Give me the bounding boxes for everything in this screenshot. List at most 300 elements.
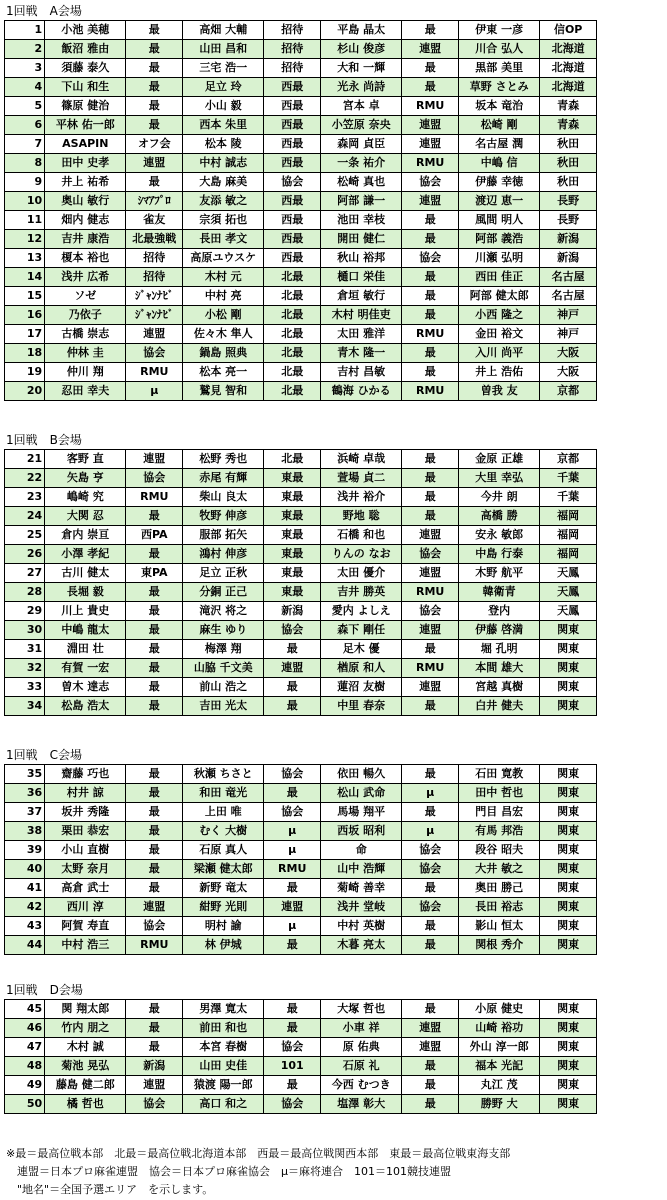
affiliation: 最 [126,1019,183,1038]
player-name: 風間 明人 [459,211,540,230]
player-name: 赤尾 有輝 [183,469,264,488]
player-name: 野地 聡 [321,507,402,526]
player-name: 堀 孔明 [459,640,540,659]
affiliation: 協会 [402,602,459,621]
player-name: 西田 佳正 [459,268,540,287]
player-name: 分銅 正己 [183,583,264,602]
table-row [5,1038,597,1057]
affiliation: 北最 [264,450,321,469]
player-name: 太野 奈月 [45,860,126,879]
player-name: 坂本 竜治 [459,97,540,116]
player-name: 伊東 一彦 [459,21,540,40]
affiliation: 最 [402,450,459,469]
player-name: 福本 光記 [459,1057,540,1076]
affiliation: μ [264,917,321,936]
player-name: 依田 暢久 [321,765,402,784]
player-name: 篠原 健治 [45,97,126,116]
qualifying-area: 北海道 [540,59,597,78]
player-name: 橘 哲也 [45,1095,126,1114]
table-no: 29 [5,602,45,621]
player-name: 白井 健夫 [459,697,540,716]
table-no: 16 [5,306,45,325]
player-name: 仲川 翔 [45,363,126,382]
table-no: 4 [5,78,45,97]
table-row [5,879,597,898]
affiliation: 連盟 [264,898,321,917]
player-name: 渡辺 恵一 [459,192,540,211]
affiliation: 最 [402,697,459,716]
qualifying-area: 秋田 [540,154,597,173]
player-name: 小車 祥 [321,1019,402,1038]
venue-table [4,449,597,716]
affiliation: 最 [126,583,183,602]
player-name: 麻生 ゆり [183,621,264,640]
affiliation: 最 [126,59,183,78]
player-name: 山中 浩輝 [321,860,402,879]
qualifying-area: 関東 [540,879,597,898]
player-name: 高口 和之 [183,1095,264,1114]
affiliation: 連盟 [402,526,459,545]
table-row [5,784,597,803]
player-name: 矢島 亨 [45,469,126,488]
table-no: 24 [5,507,45,526]
player-name: 門目 昌宏 [459,803,540,822]
table-row [5,1000,597,1019]
player-name: 中里 春奈 [321,697,402,716]
player-name: 林 伊城 [183,936,264,955]
affiliation: 招待 [126,249,183,268]
qualifying-area: 福岡 [540,545,597,564]
qualifying-area: 大阪 [540,344,597,363]
table-no: 32 [5,659,45,678]
qualifying-area: 新潟 [540,230,597,249]
table-row [5,621,597,640]
table-no: 22 [5,469,45,488]
qualifying-area: 北海道 [540,78,597,97]
player-name: 小澤 孝紀 [45,545,126,564]
affiliation: RMU [264,860,321,879]
player-name: 楢原 和人 [321,659,402,678]
table-row [5,1057,597,1076]
qualifying-area: 千葉 [540,488,597,507]
player-name: 滝沢 将之 [183,602,264,621]
player-name: 中島 行泰 [459,545,540,564]
player-name: 紺野 光則 [183,898,264,917]
player-name: 榎本 裕也 [45,249,126,268]
player-name: 奥田 勝己 [459,879,540,898]
player-name: ASAPIN [45,135,126,154]
table-no: 34 [5,697,45,716]
qualifying-area: 名古屋 [540,287,597,306]
player-name: 高橋 勝 [459,507,540,526]
affiliation: 最 [264,640,321,659]
player-name: 柴山 良太 [183,488,264,507]
affiliation: 新潟 [126,1057,183,1076]
player-name: 宗須 拓也 [183,211,264,230]
qualifying-area: 関東 [540,1000,597,1019]
affiliation: 東最 [264,469,321,488]
player-name: 石橋 和也 [321,526,402,545]
affiliation: 招待 [126,268,183,287]
player-name: 下山 和生 [45,78,126,97]
affiliation: 協会 [402,898,459,917]
player-name: 長田 裕志 [459,898,540,917]
player-name: 関 翔太郎 [45,1000,126,1019]
player-name: 三宅 浩一 [183,59,264,78]
table-no: 11 [5,211,45,230]
qualifying-area: 北海道 [540,40,597,59]
table-no: 42 [5,898,45,917]
affiliation: 連盟 [126,898,183,917]
player-name: 嶋崎 究 [45,488,126,507]
player-name: 森下 剛任 [321,621,402,640]
player-name: 曽木 達志 [45,678,126,697]
table-row [5,21,597,40]
table-no: 7 [5,135,45,154]
player-name: 前山 浩之 [183,678,264,697]
player-name: 新野 竜太 [183,879,264,898]
affiliation: 連盟 [402,1038,459,1057]
table-row [5,917,597,936]
affiliation: 最 [402,469,459,488]
qualifying-area: 関東 [540,898,597,917]
affiliation: 東PA [126,564,183,583]
qualifying-area: 天鳳 [540,583,597,602]
player-name: 飯沼 雅由 [45,40,126,59]
player-name: 宮越 真樹 [459,678,540,697]
table-row [5,936,597,955]
affiliation: 最 [402,306,459,325]
table-row [5,640,597,659]
table-row [5,765,597,784]
affiliation: 最 [402,78,459,97]
player-name: 高畑 大輔 [183,21,264,40]
affiliation: 北最 [264,306,321,325]
table-no: 6 [5,116,45,135]
table-row [5,306,597,325]
affiliation: 最 [126,97,183,116]
affiliation: 最 [264,784,321,803]
player-name: 西川 淳 [45,898,126,917]
table-no: 35 [5,765,45,784]
player-name: 山田 史佳 [183,1057,264,1076]
affiliation: 最 [126,822,183,841]
affiliation: 東最 [264,545,321,564]
player-name: 本宮 春樹 [183,1038,264,1057]
player-name: 高倉 武士 [45,879,126,898]
table-no: 41 [5,879,45,898]
affiliation: 東最 [264,488,321,507]
affiliation: 最 [264,1019,321,1038]
player-name: 浅井 広希 [45,268,126,287]
affiliation: μ [126,382,183,401]
player-name: むく 大樹 [183,822,264,841]
table-row [5,363,597,382]
player-name: 中嶋 龍太 [45,621,126,640]
affiliation: 最 [126,116,183,135]
qualifying-area: 関東 [540,841,597,860]
table-row [5,545,597,564]
affiliation: 協会 [402,249,459,268]
affiliation: 北最 [264,268,321,287]
player-name: 太田 優介 [321,564,402,583]
table-row [5,507,597,526]
player-name: 小山 毅 [183,97,264,116]
player-name: 佐々木 隼人 [183,325,264,344]
table-no: 10 [5,192,45,211]
affiliation: 最 [126,507,183,526]
table-no: 19 [5,363,45,382]
player-name: 井上 祐希 [45,173,126,192]
player-name: 有馬 邦浩 [459,822,540,841]
affiliation: RMU [126,936,183,955]
player-name: 井上 浩佑 [459,363,540,382]
affiliation: 最 [126,40,183,59]
player-name: 倉垣 敏行 [321,287,402,306]
player-name: 村井 諒 [45,784,126,803]
player-name: 吉井 勝英 [321,583,402,602]
affiliation: RMU [126,488,183,507]
qualifying-area: 関東 [540,784,597,803]
qualifying-area: 京都 [540,450,597,469]
affiliation: 最 [264,1000,321,1019]
affiliation: μ [402,822,459,841]
affiliation: オフ会 [126,135,183,154]
affiliation: 最 [402,936,459,955]
affiliation: 最 [126,21,183,40]
player-name: りんの なお [321,545,402,564]
table-no: 2 [5,40,45,59]
player-name: 大和 一輝 [321,59,402,78]
affiliation: 最 [402,1095,459,1114]
player-name: 黒部 美里 [459,59,540,78]
player-name: 吉田 光太 [183,697,264,716]
affiliation: 西最 [264,192,321,211]
affiliation: 最 [126,765,183,784]
player-name: 松野 秀也 [183,450,264,469]
venue-title: 1回戦 C会場 [6,748,83,762]
player-name: 吉井 康浩 [45,230,126,249]
player-name: 平林 佑一郎 [45,116,126,135]
player-name: 秋瀬 ちさと [183,765,264,784]
table-row [5,192,597,211]
affiliation: 最 [126,621,183,640]
player-name: 大塚 哲也 [321,1000,402,1019]
player-name: 小原 健史 [459,1000,540,1019]
affiliation: 最 [402,1000,459,1019]
table-no: 33 [5,678,45,697]
player-name: 曽我 友 [459,382,540,401]
qualifying-area: 関東 [540,1095,597,1114]
affiliation: 協会 [126,1095,183,1114]
table-row [5,450,597,469]
player-name: 足木 優 [321,640,402,659]
affiliation: 最 [126,678,183,697]
player-name: 足立 玲 [183,78,264,97]
table-row [5,97,597,116]
affiliation: RMU [402,382,459,401]
affiliation: RMU [402,325,459,344]
affiliation: 西PA [126,526,183,545]
player-name: 阿賀 寿直 [45,917,126,936]
player-name: 青木 隆一 [321,344,402,363]
player-name: 段谷 昭夫 [459,841,540,860]
player-name: 小山 直樹 [45,841,126,860]
affiliation: 最 [402,363,459,382]
player-name: 鷲見 智和 [183,382,264,401]
player-name: 勝野 大 [459,1095,540,1114]
affiliation: 最 [402,640,459,659]
table-no: 28 [5,583,45,602]
player-name: 木村 誠 [45,1038,126,1057]
player-name: 齋藤 巧也 [45,765,126,784]
player-name: 浜崎 卓哉 [321,450,402,469]
player-name: 中村 亮 [183,287,264,306]
affiliation: 連盟 [402,40,459,59]
player-name: 秋山 裕邦 [321,249,402,268]
player-name: 小池 美穂 [45,21,126,40]
player-name: 竹内 朋之 [45,1019,126,1038]
affiliation: 北最強戦 [126,230,183,249]
affiliation: 最 [126,697,183,716]
player-name: 入川 尚平 [459,344,540,363]
player-name: 鴻村 伸彦 [183,545,264,564]
player-name: 淵田 壮 [45,640,126,659]
player-name: 菊崎 善幸 [321,879,402,898]
player-name: 平島 晶太 [321,21,402,40]
table-row [5,287,597,306]
affiliation: 最 [126,803,183,822]
affiliation: 最 [402,344,459,363]
table-no: 13 [5,249,45,268]
player-name: 古橋 崇志 [45,325,126,344]
player-name: 今西 むつき [321,1076,402,1095]
table-no: 21 [5,450,45,469]
player-name: 栗田 恭宏 [45,822,126,841]
affiliation: 協会 [264,1038,321,1057]
qualifying-area: 長野 [540,192,597,211]
affiliation: 連盟 [402,135,459,154]
legend-line: 連盟＝日本プロ麻雀連盟 協会＝日本プロ麻雀協会 μ＝麻将連合 101＝101競技連盟 [6,1165,451,1178]
table-no: 38 [5,822,45,841]
venue-title: 1回戦 D会場 [6,983,83,997]
affiliation: RMU [402,583,459,602]
affiliation: 最 [126,879,183,898]
table-no: 48 [5,1057,45,1076]
player-name: 上田 唯 [183,803,264,822]
table-no: 12 [5,230,45,249]
player-name: 中村 英樹 [321,917,402,936]
player-name: 客野 直 [45,450,126,469]
player-name: 阿部 健太郎 [459,287,540,306]
player-name: 樋口 栄佳 [321,268,402,287]
affiliation: 最 [402,1076,459,1095]
player-name: 木村 元 [183,268,264,287]
affiliation: 最 [402,211,459,230]
affiliation: 協会 [402,173,459,192]
table-row [5,211,597,230]
affiliation: 最 [126,602,183,621]
table-row [5,564,597,583]
table-row [5,78,597,97]
player-name: 本間 雄大 [459,659,540,678]
table-row [5,116,597,135]
table-row [5,59,597,78]
qualifying-area: 関東 [540,1019,597,1038]
affiliation: 最 [126,1000,183,1019]
qualifying-area: 秋田 [540,173,597,192]
player-name: 猿渡 陽一郎 [183,1076,264,1095]
qualifying-area: 青森 [540,116,597,135]
legend-line: "地名"＝全国予選エリア を示します。 [6,1183,214,1196]
player-name: 山田 昌和 [183,40,264,59]
qualifying-area: 福岡 [540,526,597,545]
affiliation: 北最 [264,363,321,382]
affiliation: 西最 [264,249,321,268]
qualifying-area: 長野 [540,211,597,230]
player-name: 池田 幸枝 [321,211,402,230]
player-name: 男澤 寛太 [183,1000,264,1019]
player-name: 名古屋 潤 [459,135,540,154]
player-name: 菊池 晃弘 [45,1057,126,1076]
table-row [5,526,597,545]
qualifying-area: 関東 [540,621,597,640]
table-no: 14 [5,268,45,287]
affiliation: 連盟 [264,659,321,678]
affiliation: ｼﾞｬﾝﾅﾋﾞ [126,287,183,306]
table-row [5,602,597,621]
player-name: 太田 雅洋 [321,325,402,344]
table-no: 5 [5,97,45,116]
player-name: 乃依子 [45,306,126,325]
qualifying-area: 関東 [540,640,597,659]
player-name: 塩澤 彰大 [321,1095,402,1114]
player-name: 梅澤 翔 [183,640,264,659]
player-name: 牧野 伸彦 [183,507,264,526]
affiliation: 西最 [264,97,321,116]
player-name: 山崎 裕功 [459,1019,540,1038]
player-name: 阿部 義浩 [459,230,540,249]
affiliation: 招待 [264,59,321,78]
affiliation: μ [402,784,459,803]
qualifying-area: 関東 [540,1076,597,1095]
venue-table [4,764,597,955]
table-no: 18 [5,344,45,363]
affiliation: 北最 [264,382,321,401]
affiliation: 東最 [264,564,321,583]
table-row [5,325,597,344]
affiliation: 最 [126,841,183,860]
qualifying-area: 信OP [540,21,597,40]
qualifying-area: 天鳳 [540,602,597,621]
table-no: 37 [5,803,45,822]
table-row [5,382,597,401]
affiliation: RMU [402,154,459,173]
table-row [5,230,597,249]
player-name: 川上 貴史 [45,602,126,621]
player-name: 影山 恒太 [459,917,540,936]
affiliation: 最 [402,230,459,249]
table-row [5,40,597,59]
qualifying-area: 関東 [540,678,597,697]
affiliation: 協会 [402,545,459,564]
affiliation: 協会 [126,344,183,363]
qualifying-area: 関東 [540,860,597,879]
affiliation: 西最 [264,230,321,249]
affiliation: 東最 [264,526,321,545]
player-name: 松崎 剛 [459,116,540,135]
affiliation: 西最 [264,211,321,230]
